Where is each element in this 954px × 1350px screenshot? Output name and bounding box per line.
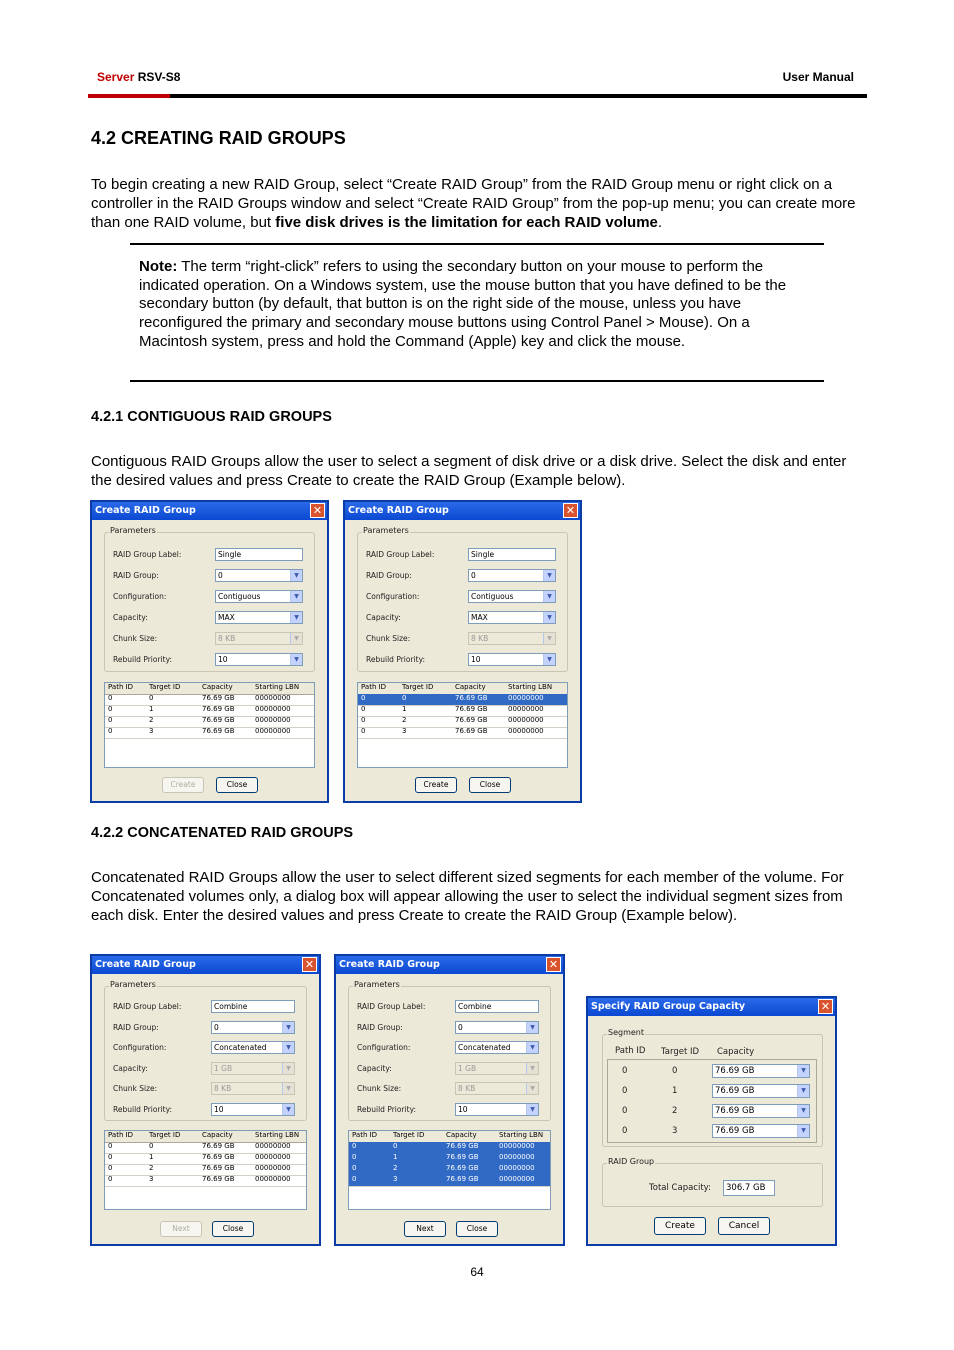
configuration-select[interactable]: Contiguous ▼ [468, 590, 556, 603]
table-cell: 0 [108, 694, 113, 702]
disk-table[interactable] [104, 1130, 307, 1210]
column-header[interactable]: Path ID [108, 1131, 134, 1139]
chunk-size-select[interactable]: 8 KB ▼ [215, 632, 303, 645]
create-button[interactable]: Create [162, 777, 204, 793]
header-brand: Server [97, 70, 135, 84]
chevron-down-icon[interactable]: ▼ [797, 1105, 809, 1117]
chunk-size-label: Chunk Size: [113, 634, 158, 643]
table-cell: 2 [149, 1164, 154, 1172]
dialog-title: Specify RAID Group Capacity [588, 998, 835, 1016]
table-row[interactable] [358, 727, 567, 739]
cancel-button[interactable]: Cancel [718, 1217, 770, 1235]
table-cell: 3 [393, 1175, 398, 1183]
parameters-legend: Parameters [110, 980, 156, 989]
rebuild-priority-select[interactable]: 10 ▼ [215, 653, 303, 666]
table-cell: 00000000 [508, 727, 544, 735]
chevron-down-icon[interactable]: ▼ [543, 633, 555, 644]
table-cell: 00000000 [255, 694, 291, 702]
raid-group-group [602, 1157, 823, 1207]
table-cell: 2 [402, 716, 407, 724]
table-cell: 0 [149, 694, 154, 702]
close-button[interactable]: Close [456, 1221, 498, 1237]
raid-group-label: RAID Group: [366, 571, 412, 580]
chevron-down-icon[interactable]: ▼ [797, 1085, 809, 1097]
chevron-down-icon[interactable]: ▼ [797, 1065, 809, 1077]
create-raid-group-dialog-1 [90, 500, 329, 803]
raid-group-select[interactable]: 0 ▼ [211, 1021, 295, 1034]
chevron-down-icon[interactable]: ▼ [290, 612, 302, 623]
raid-group-select[interactable]: 0 ▼ [468, 569, 556, 582]
seg-path-id: 0 [622, 1066, 628, 1076]
total-capacity-field[interactable]: 306.7 GB [723, 1180, 775, 1196]
column-header[interactable]: Capacity [202, 683, 233, 691]
table-cell: 0 [393, 1142, 398, 1150]
subsection-concatenated-title: 4.2.2 CONCATENATED RAID GROUPS [91, 825, 354, 841]
chevron-down-icon[interactable]: ▼ [543, 654, 555, 665]
table-cell: 0 [361, 716, 366, 724]
header-model: RSV-S8 [137, 70, 181, 84]
table-cell: 0 [352, 1164, 357, 1172]
chunk-size-select[interactable]: 8 KB ▼ [211, 1082, 295, 1095]
col-target-id: Target ID [661, 1047, 700, 1057]
raid-group-label: RAID Group: [113, 1023, 159, 1032]
table-cell: 1 [393, 1153, 398, 1161]
configuration-label: Configuration: [357, 1043, 411, 1052]
raid-group-label-input[interactable]: Combine [455, 1000, 539, 1013]
table-cell: 00000000 [508, 716, 544, 724]
note-top-rule [130, 243, 824, 245]
raid-group-label-label: RAID Group Label: [366, 550, 435, 559]
create-button[interactable]: Create [654, 1217, 706, 1235]
note-paragraph: Note: The term “right-click” refers to using the secondary button on your mouse to perform the indicated operation. On a Windows system, use the mouse button that you have defined to be the secondary button (by default, that button is on the right side of the mouse, unless you have reconfigured the primary and secondary mouse buttons using Control Panel > Mouse). On a Macintosh system, press and hold the Command (Apple) key and click the mouse. [139, 258, 787, 350]
rebuild-priority-select[interactable]: 10 ▼ [468, 653, 556, 666]
capacity-label: Capacity: [357, 1064, 392, 1073]
rebuild-priority-label: Rebuild Priority: [113, 655, 172, 664]
chunk-size-select[interactable]: 8 KB ▼ [468, 632, 556, 645]
table-cell: 0 [361, 694, 366, 702]
chevron-down-icon[interactable]: ▼ [282, 1104, 294, 1115]
table-cell: 76.69 GB [455, 727, 488, 735]
column-header[interactable]: Capacity [455, 683, 486, 691]
table-cell: 76.69 GB [202, 705, 235, 713]
table-cell: 00000000 [255, 727, 291, 735]
table-cell: 76.69 GB [202, 1164, 235, 1172]
table-cell: 76.69 GB [446, 1153, 479, 1161]
table-cell: 0 [361, 727, 366, 735]
column-header[interactable]: Starting LBN [255, 1131, 300, 1139]
close-icon[interactable]: ✕ [546, 957, 561, 972]
subsection-concatenated-text: Concatenated RAID Groups allow the user to select different sized segments for each member of the volume. For Concatenated volumes only, a dialog box will appear allowing the user to select the individual segment sizes from each disk. Enter the desired values and press Create to create the RAID Group (Example below). [91, 869, 844, 924]
table-cell: 0 [108, 1175, 113, 1183]
column-header[interactable]: Target ID [393, 1131, 425, 1139]
column-header[interactable]: Target ID [149, 683, 181, 691]
col-capacity: Capacity [717, 1047, 755, 1057]
disk-table[interactable] [357, 682, 568, 768]
table-cell: 00000000 [255, 1153, 291, 1161]
table-cell: 00000000 [499, 1164, 535, 1172]
table-cell: 0 [149, 1142, 154, 1150]
table-cell: 76.69 GB [455, 705, 488, 713]
table-cell: 00000000 [255, 716, 291, 724]
section-title: 4.2 CREATING RAID GROUPS [91, 128, 346, 148]
table-cell: 00000000 [499, 1175, 535, 1183]
table-cell: 76.69 GB [202, 727, 235, 735]
chevron-down-icon[interactable]: ▼ [282, 1022, 294, 1033]
chevron-down-icon[interactable]: ▼ [526, 1022, 538, 1033]
chevron-down-icon[interactable]: ▼ [282, 1083, 294, 1094]
raid-group-legend: RAID Group [608, 1157, 655, 1166]
chevron-down-icon[interactable]: ▼ [526, 1104, 538, 1115]
table-cell: 0 [361, 705, 366, 713]
close-button[interactable]: Close [469, 777, 511, 793]
segment-group [602, 1028, 823, 1147]
table-cell: 0 [108, 705, 113, 713]
seg-path-id: 0 [622, 1086, 628, 1096]
seg-path-id: 0 [622, 1106, 628, 1116]
chunk-size-label: Chunk Size: [366, 634, 411, 643]
create-raid-group-dialog-2 [343, 500, 582, 803]
seg-capacity-select[interactable]: 76.69 GB ▼ [712, 1104, 810, 1118]
chevron-down-icon[interactable]: ▼ [543, 612, 555, 623]
dialog-title: Create RAID Group [336, 956, 563, 974]
header-rule [88, 94, 867, 98]
configuration-select[interactable]: Concatenated ▼ [211, 1041, 295, 1054]
col-path-id: Path ID [615, 1046, 646, 1056]
close-icon[interactable]: ✕ [563, 503, 578, 518]
capacity-select[interactable]: MAX ▼ [215, 611, 303, 624]
table-cell: 76.69 GB [202, 694, 235, 702]
table-cell: 76.69 GB [202, 716, 235, 724]
rebuild-priority-label: Rebuild Priority: [357, 1105, 416, 1114]
chevron-down-icon[interactable]: ▼ [526, 1042, 538, 1053]
create-raid-group-dialog-4 [334, 954, 565, 1246]
capacity-select[interactable]: 1 GB ▼ [455, 1062, 539, 1075]
chevron-down-icon[interactable]: ▼ [290, 570, 302, 581]
table-cell: 0 [402, 694, 407, 702]
total-capacity-label: Total Capacity: [649, 1183, 711, 1193]
configuration-select[interactable]: Contiguous ▼ [215, 590, 303, 603]
section-intro: To begin creating a new RAID Group, select “Create RAID Group” from the RAID Group menu or right click on a controller in the RAID Groups window and select “Create RAID Group” from the pop-up menu; you can create more than one RAID volume, but five disk drives is the limitation for each RAID volume. [91, 176, 856, 231]
table-cell: 3 [149, 1175, 154, 1183]
seg-target-id: 1 [672, 1086, 678, 1096]
table-cell: 00000000 [499, 1142, 535, 1150]
parameters-legend: Parameters [354, 980, 400, 989]
raid-group-select[interactable]: 0 ▼ [455, 1021, 539, 1034]
table-cell: 0 [352, 1142, 357, 1150]
rebuild-priority-select[interactable]: 10 ▼ [211, 1103, 295, 1116]
seg-target-id: 2 [672, 1106, 678, 1116]
chevron-down-icon[interactable]: ▼ [290, 633, 302, 644]
table-cell: 76.69 GB [446, 1142, 479, 1150]
raid-group-select[interactable]: 0 ▼ [215, 569, 303, 582]
table-cell: 76.69 GB [202, 1175, 235, 1183]
chunk-size-label: Chunk Size: [113, 1084, 158, 1093]
rebuild-priority-select[interactable]: 10 ▼ [455, 1103, 539, 1116]
dialog-title: Create RAID Group [92, 502, 327, 520]
table-cell: 2 [393, 1164, 398, 1172]
seg-path-id: 0 [622, 1126, 628, 1136]
chevron-down-icon[interactable]: ▼ [282, 1063, 294, 1074]
table-cell: 00000000 [255, 1164, 291, 1172]
configuration-select[interactable]: Concatenated ▼ [455, 1041, 539, 1054]
seg-target-id: 3 [672, 1126, 678, 1136]
create-button[interactable]: Create [415, 777, 457, 793]
column-header[interactable]: Path ID [361, 683, 387, 691]
note-bottom-rule [130, 380, 824, 382]
rebuild-priority-label: Rebuild Priority: [366, 655, 425, 664]
seg-target-id: 0 [672, 1066, 678, 1076]
column-header[interactable]: Path ID [352, 1131, 378, 1139]
close-button[interactable]: Close [216, 777, 258, 793]
table-cell: 0 [108, 727, 113, 735]
raid-group-label-input[interactable]: Single [468, 548, 556, 561]
close-icon[interactable]: ✕ [818, 999, 833, 1014]
table-cell: 0 [352, 1153, 357, 1161]
chunk-size-select[interactable]: 8 KB ▼ [455, 1082, 539, 1095]
chevron-down-icon[interactable]: ▼ [290, 654, 302, 665]
table-cell: 3 [402, 727, 407, 735]
table-cell: 2 [149, 716, 154, 724]
chevron-down-icon[interactable]: ▼ [290, 591, 302, 602]
raid-group-label-label: RAID Group Label: [113, 1002, 182, 1011]
header-product [97, 70, 180, 84]
table-cell: 00000000 [255, 1142, 291, 1150]
table-row[interactable] [105, 1175, 306, 1187]
seg-capacity-select[interactable]: 76.69 GB ▼ [712, 1124, 810, 1138]
table-cell: 76.69 GB [202, 1153, 235, 1161]
table-cell: 76.69 GB [446, 1175, 479, 1183]
capacity-label: Capacity: [113, 613, 148, 622]
chunk-size-label: Chunk Size: [357, 1084, 402, 1093]
note-label: Note: [139, 258, 178, 275]
column-header[interactable]: Starting LBN [499, 1131, 544, 1139]
header-rule-accent [88, 94, 170, 98]
disk-table[interactable] [348, 1130, 551, 1210]
raid-group-label-label: RAID Group Label: [113, 550, 182, 559]
table-cell: 0 [108, 716, 113, 724]
chevron-down-icon[interactable]: ▼ [526, 1083, 538, 1094]
table-cell: 1 [149, 705, 154, 713]
table-cell: 0 [108, 1142, 113, 1150]
capacity-label: Capacity: [366, 613, 401, 622]
column-header[interactable]: Target ID [149, 1131, 181, 1139]
parameters-legend: Parameters [110, 526, 156, 535]
table-cell: 0 [108, 1164, 113, 1172]
raid-group-label: RAID Group: [357, 1023, 403, 1032]
table-cell: 76.69 GB [455, 716, 488, 724]
column-header[interactable]: Capacity [446, 1131, 477, 1139]
capacity-select[interactable]: 1 GB ▼ [211, 1062, 295, 1075]
dialog-title: Create RAID Group [92, 956, 319, 974]
chevron-down-icon[interactable]: ▼ [543, 570, 555, 581]
capacity-label: Capacity: [113, 1064, 148, 1073]
table-cell: 00000000 [499, 1153, 535, 1161]
next-button[interactable]: Next [160, 1221, 202, 1237]
table-cell: 00000000 [255, 705, 291, 713]
close-icon[interactable]: ✕ [302, 957, 317, 972]
disk-table[interactable] [104, 682, 315, 768]
raid-group-label-input[interactable]: Single [215, 548, 303, 561]
column-header[interactable]: Starting LBN [255, 683, 300, 691]
capacity-select[interactable]: MAX ▼ [468, 611, 556, 624]
table-cell: 0 [108, 1153, 113, 1161]
table-cell: 00000000 [508, 694, 544, 702]
parameters-legend: Parameters [363, 526, 409, 535]
table-cell: 1 [402, 705, 407, 713]
raid-group-label: RAID Group: [113, 571, 159, 580]
column-header[interactable]: Capacity [202, 1131, 233, 1139]
table-cell: 00000000 [508, 705, 544, 713]
configuration-label: Configuration: [113, 592, 167, 601]
seg-capacity-select[interactable]: 76.69 GB ▼ [712, 1064, 810, 1078]
table-cell: 00000000 [255, 1175, 291, 1183]
table-cell: 1 [149, 1153, 154, 1161]
column-header[interactable]: Starting LBN [508, 683, 553, 691]
configuration-label: Configuration: [113, 1043, 167, 1052]
subsection-contiguous-text: Contiguous RAID Groups allow the user to select a segment of disk drive or a disk drive. Select the disk and enter the desired values and press Create to create the RAID Group (Example below). [91, 453, 847, 489]
subsection-contiguous-title: 4.2.1 CONTIGUOUS RAID GROUPS [91, 409, 332, 425]
next-button[interactable]: Next [404, 1221, 446, 1237]
raid-group-label-input[interactable]: Combine [211, 1000, 295, 1013]
chevron-down-icon[interactable]: ▼ [797, 1125, 809, 1137]
rebuild-priority-label: Rebuild Priority: [113, 1105, 172, 1114]
table-cell: 76.69 GB [202, 1142, 235, 1150]
dialog-title: Create RAID Group [345, 502, 580, 520]
seg-capacity-select[interactable]: 76.69 GB ▼ [712, 1084, 810, 1098]
page-number: 64 [470, 1265, 484, 1279]
column-header[interactable]: Target ID [402, 683, 434, 691]
raid-group-label-label: RAID Group Label: [357, 1002, 426, 1011]
chevron-down-icon[interactable]: ▼ [282, 1042, 294, 1053]
create-raid-group-dialog-3 [90, 954, 321, 1246]
chevron-down-icon[interactable]: ▼ [543, 591, 555, 602]
segment-list [607, 1059, 817, 1143]
segment-legend: Segment [608, 1028, 644, 1037]
table-cell: 0 [352, 1175, 357, 1183]
chevron-down-icon[interactable]: ▼ [526, 1063, 538, 1074]
column-header[interactable]: Path ID [108, 683, 134, 691]
table-cell: 3 [149, 727, 154, 735]
close-icon[interactable]: ✕ [310, 503, 325, 518]
header-doc-type: User Manual [782, 70, 854, 84]
table-cell: 76.69 GB [455, 694, 488, 702]
table-row[interactable] [349, 1175, 550, 1187]
configuration-label: Configuration: [366, 592, 420, 601]
close-button[interactable]: Close [212, 1221, 254, 1237]
table-cell: 76.69 GB [446, 1164, 479, 1172]
specify-capacity-dialog [586, 996, 837, 1246]
table-row[interactable] [105, 727, 314, 739]
